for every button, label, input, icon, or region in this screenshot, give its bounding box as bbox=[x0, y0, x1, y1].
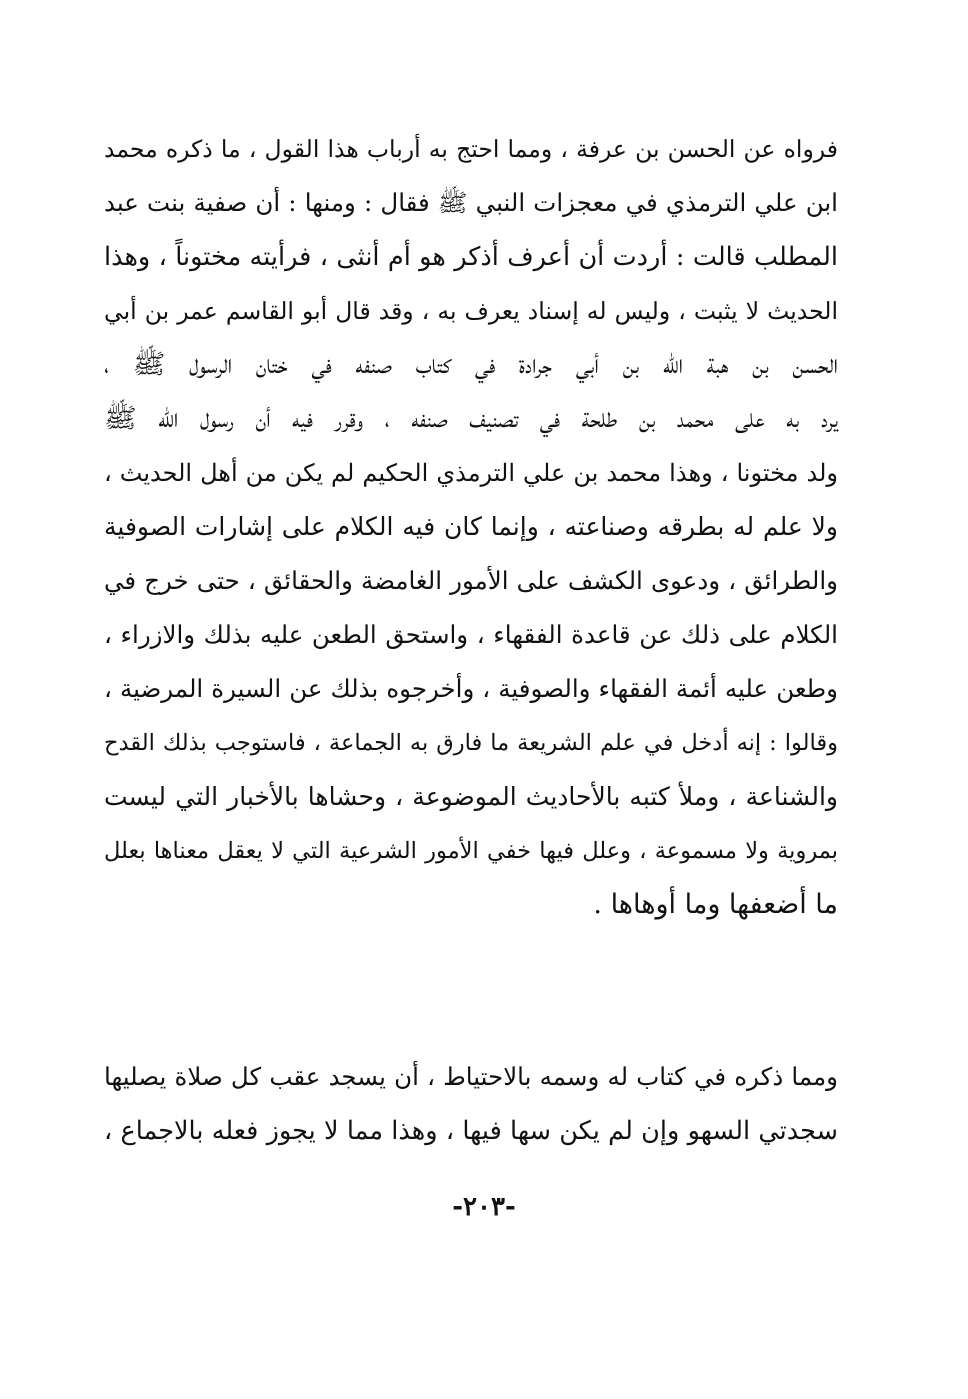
text-line: ولا علم له بطرقه وصناعته ، وإنما كان فيه الكلام على إشارات الصوفية bbox=[104, 512, 838, 541]
text-line: الحسن بن هبة الله بن أبي جرادة في كتاب صنفه في ختان الرسول ﷺ ، bbox=[104, 349, 838, 380]
text-line: والطرائق ، ودعوى الكشف على الأمور الغامضة والحقائق ، حتى خرج في bbox=[104, 566, 838, 595]
text-line: يرد به على محمد بن طلحة في تصنيف صنفه ، وقرر فيه أن رسول الله ﷺ bbox=[104, 403, 838, 434]
text-line: سجدتي السهو وإن لم يكن سها فيها ، وهذا مما لا يجوز فعله بالاجماع ، bbox=[104, 1116, 838, 1146]
text-line: وقالوا : إنه أدخل في علم الشريعة ما فارق به الجماعة ، فاستوجب بذلك القدح bbox=[104, 730, 838, 756]
text-line: المطلب قالت : أردت أن أعرف أذكر هو أم أنثى ، فرأيته مختوناً ، وهذا bbox=[104, 242, 838, 272]
text-line: ومما ذكره في كتاب له وسمه بالاحتياط ، أن يسجد عقب كل صلاة يصليها bbox=[104, 1062, 838, 1091]
paragraph-2 bbox=[104, 1050, 838, 1158]
text-line: ولد مختونا ، وهذا محمد بن علي الترمذي الحكيم لم يكن من أهل الحديث ، bbox=[104, 459, 838, 487]
text-line: ابن علي الترمذي في معجزات النبي ﷺ فقال : ومنها : أن صفية بنت عبد bbox=[104, 188, 838, 217]
text-line: وطعن عليه أئمة الفقهاء والصوفية ، وأخرجوه بذلك عن السيرة المرضية ، bbox=[104, 674, 838, 703]
paragraph-1 bbox=[104, 122, 838, 932]
text-line: فرواه عن الحسن بن عرفة ، ومما احتج به أرباب هذا القول ، ما ذكره محمد bbox=[104, 135, 838, 163]
text-line: الحديث لا يثبت ، وليس له إسناد يعرف به ، وقد قال أبو القاسم عمر بن أبي bbox=[104, 297, 838, 325]
text-line: بمروية ولا مسموعة ، وعلل فيها خفي الأمور الشرعية التي لا يعقل معناها بعلل bbox=[104, 838, 838, 864]
text-line: والشناعة ، وملأ كتبه بالأحاديث الموضوعة ، وحشاها بالأخبار التي ليست bbox=[104, 782, 838, 811]
text-line: الكلام على ذلك عن قاعدة الفقهاء ، واستحق الطعن عليه بذلك والازراء ، bbox=[104, 620, 838, 649]
text-line: ما أضعفها وما أوهاها . bbox=[593, 889, 838, 920]
page-number: -٢٠٣- bbox=[452, 1192, 516, 1222]
